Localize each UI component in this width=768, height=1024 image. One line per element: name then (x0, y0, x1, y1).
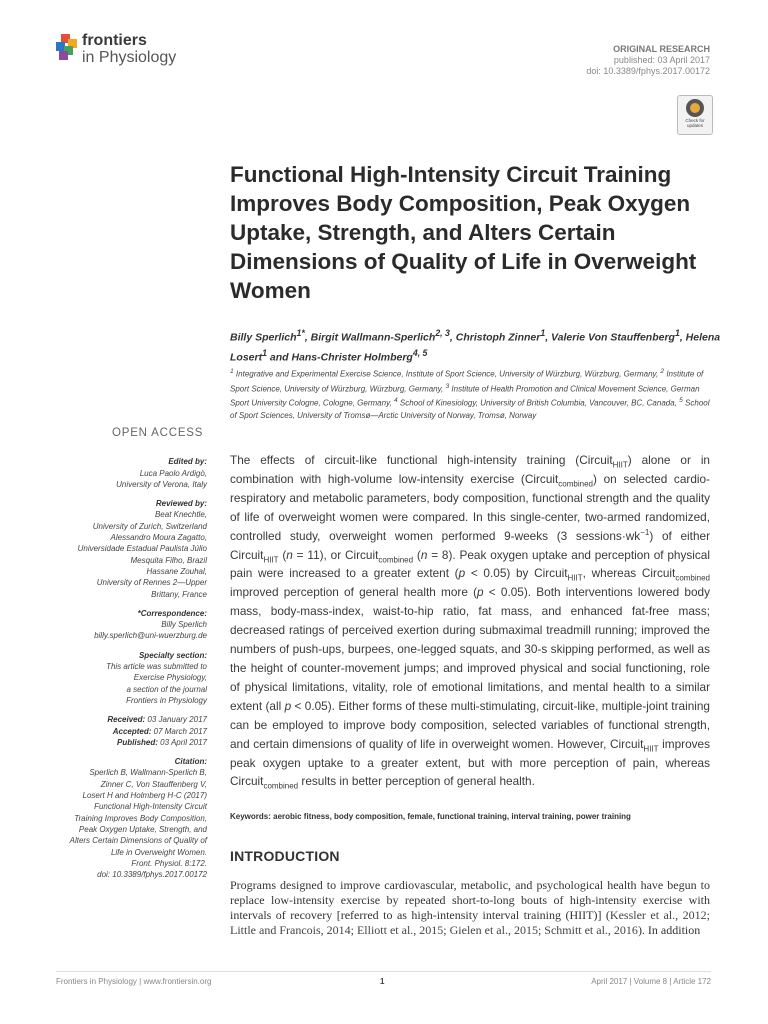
abstract-text: ) of either Circuit (230, 528, 710, 562)
correspondence-label: *Correspondence: (137, 608, 207, 618)
journal-logo (56, 32, 176, 66)
author-sup: 1 (540, 328, 546, 338)
abstract-italic: p (284, 698, 292, 713)
abstract-sub: combined (558, 479, 593, 489)
reviewer-name: Beat Knechtle, (154, 510, 207, 520)
abstract-text: improved perception of general health more ( (230, 585, 478, 600)
published-date: published: 03 April 2017 (613, 55, 710, 65)
specialty-line: Exercise Physiology, (133, 673, 207, 683)
specialty-line: Frontiers in Physiology (126, 695, 207, 705)
edited-by-label: Edited by: (168, 457, 207, 467)
accepted-value: 07 March 2017 (151, 726, 207, 736)
citation-doi[interactable]: doi: 10.3389/fphys.2017.00172 (97, 870, 207, 880)
badge-label-1: Check for (685, 118, 705, 123)
author-list (230, 326, 730, 365)
frontiers-logo-icon (56, 34, 78, 60)
editor-affiliation: University of Verona, Italy (116, 479, 207, 489)
citation-line: Life in Overweight Women. (110, 847, 207, 857)
check-for-updates-icon (686, 99, 704, 117)
published-value: 03 April 2017 (157, 737, 207, 747)
abstract-text: , whereas Circuit (582, 566, 676, 581)
abstract-sub: HIIT (643, 743, 659, 753)
published-date-sidebar (56, 737, 207, 748)
affil-text: Integrative and Experimental Exercise Science, Institute of Sport Science, University of Würzburg, Würzburg, Germany, (233, 369, 661, 379)
abstract-sup: −1 (640, 527, 650, 537)
reviewer-affiliation: University of Zurich, Switzerland (92, 521, 207, 531)
abstract-sub: combined (675, 573, 710, 583)
affil-sup: 5 (679, 397, 683, 405)
footer-journal[interactable]: Frontiers in Physiology | www.frontiersin.org (56, 977, 212, 986)
abstract-italic: p (477, 585, 484, 600)
abstract-text: = 11), or Circuit (292, 547, 379, 562)
reviewer-name: Alessandro Moura Zagatto, (110, 533, 207, 543)
affil-sup: 3 (445, 382, 450, 390)
author-sup: 4, 5 (412, 347, 428, 358)
specialty-line: This article was submitted to (106, 662, 207, 672)
citation-line: Sperlich B, Wallmann-Sperlich B, (89, 768, 207, 778)
received-label: Received: (107, 715, 146, 725)
author-sup: 2, 3 (435, 328, 450, 338)
reviewed-by-label: Reviewed by: (155, 499, 207, 509)
author-name[interactable]: Billy Sperlich (230, 331, 297, 344)
correspondence-name: Billy Sperlich (161, 620, 207, 630)
reviewer-affiliation: Mesquita Filho, Brazil (130, 555, 207, 565)
specialty-section-label: Specialty section: (138, 650, 207, 660)
author-name[interactable]: , Birgit Wallmann-Sperlich (304, 331, 436, 344)
accepted-date (56, 726, 207, 737)
published-label: Published: (117, 737, 158, 747)
affil-sup: 2 (660, 368, 665, 375)
intro-references[interactable]: Kessler et al., 2012; Little and Francois, 2014; Elliott et al., 2015; Gielen et al., 2015; Schmitt et al., 2016 (230, 908, 710, 937)
abstract-text: < 0.05). Both interventions lowered body mass, body-mass-index, waist-to-hip ratio, fat mass, and enhanced fat-free mass; decreased ratings of perceived exertion during submaximal treadmill running; improved the numbers of push-ups, burpees, one-legged squats, and 30-s skipping performed, as well as the height of counter-movement jumps; and improved physical and social functioning, role of physical limitations, vitality, role of emotional limitations, and mental health to a similar extent (all (230, 585, 710, 713)
abstract-text: ( (413, 547, 421, 562)
reviewer-affiliation: University of Rennes 2—Upper (96, 578, 207, 588)
badge-label-2: updates (686, 123, 703, 128)
article-type: ORIGINAL RESEARCH (613, 44, 710, 54)
page-footer (56, 971, 711, 986)
intro-text: ). In addition (637, 923, 701, 937)
abstract-text: ) alone or in combination with high-volume low-intensity exercise (Circuit (230, 453, 710, 486)
journal-name-line1: frontiers (82, 32, 147, 49)
article-meta (586, 44, 710, 77)
abstract-text: The effects of circuit-like functional high-intensity training (Circuit (230, 453, 613, 467)
author-sup: 1 (674, 328, 680, 338)
article-sidebar (56, 428, 207, 880)
affil-text: Institute of Health Promotion and Clinical Movement Science, German Sport University Cologne, Cologne, Germany, (230, 384, 700, 408)
page-number: 1 (380, 977, 385, 986)
citation-line: Losert H and Holmberg H-C (2017) (82, 791, 207, 801)
intro-text: Programs designed to improve cardiovascular, metabolic, and psychological health have begun to replace low-intensity exercise by repeated short-to-long bouts of high-intensity exercise with intervals of recovery [referred to as high-intensity interval training (HIIT)] ( (230, 878, 710, 922)
abstract-sub: HIIT (263, 554, 279, 564)
abstract-text: < 0.05). Either forms of these multi-stimulating, circuit-like, multiple-joint training can be employed to improve body composition, selected variables of functional strength, and certain dimensions of quality of life in overweight women. However, Circuit (230, 698, 710, 751)
affil-text: Institute of Sport Science, University of Würzburg, Würzburg, Germany, (230, 369, 704, 394)
citation-line: Alters Certain Dimensions of Quality of (69, 836, 207, 846)
affil-text: School of Sport Sciences, University of Tromsø—Arctic University of Norway, Tromsø, Norway (230, 398, 710, 420)
affil-text: School of Kinesiology, University of British Columbia, Vancouver, BC, Canada, (397, 398, 680, 408)
abstract-italic: n (286, 547, 293, 562)
affil-sup: 1 (230, 368, 234, 375)
check-for-updates-badge[interactable] (677, 95, 713, 135)
reviewer-name: Hassane Zouhal, (146, 566, 207, 576)
abstract-sub: combined (263, 781, 299, 791)
introduction-paragraph (230, 878, 710, 938)
keywords: Keywords: aerobic fitness, body composition, female, functional training, interval training, power training (230, 812, 631, 821)
author-sup: 1 (262, 347, 267, 358)
abstract-text: < 0.05) by Circuit (465, 566, 568, 581)
affil-sup: 4 (393, 397, 398, 405)
abstract-sub: HIIT (567, 573, 583, 583)
abstract (230, 451, 710, 791)
specialty-line: a section of the journal (126, 684, 207, 694)
abstract-text: ) on selected cardio-respiratory and metabolic parameters, body composition, functional strength and the quality of life of overweight women were compared. In this single-center, two-armed randomized, controlled study, overweight women performed 9-weeks (3 sessions·wk (230, 471, 710, 543)
citation-line: Peak Oxygen Uptake, Strength, and (78, 824, 207, 834)
citation-line: Functional High-Intensity Circuit (94, 802, 207, 812)
section-heading-introduction: INTRODUCTION (230, 848, 340, 864)
editor-name: Luca Paolo Ardigò, (139, 468, 207, 478)
doi[interactable]: doi: 10.3389/fphys.2017.00172 (586, 66, 710, 76)
abstract-text: improves peak oxygen uptake to a greater extent, but with more perception of pain, whereas Circuit (230, 736, 710, 789)
abstract-sub: combined (378, 554, 414, 564)
abstract-text: = 8). Peak oxygen uptake and perception of physical pain were increased to a greater extent ( (230, 547, 710, 581)
author-name[interactable]: , Valerie Von Stauffenberg (545, 331, 675, 344)
received-value: 03 January 2017 (145, 715, 207, 725)
abstract-italic: n (420, 547, 428, 562)
citation-line: Front. Physiol. 8:172. (131, 858, 207, 868)
footer-issue: April 2017 | Volume 8 | Article 172 (591, 977, 711, 986)
journal-name-line2: in Physiology (82, 49, 177, 66)
citation-line: Training Improves Body Composition, (74, 813, 207, 823)
abstract-text: results in better perception of general health. (298, 774, 535, 789)
abstract-sub: HIIT (612, 460, 628, 470)
author-name[interactable]: , Helena Losert (230, 331, 721, 363)
reviewer-affiliation: Brittany, France (151, 589, 207, 599)
author-name[interactable]: , Christoph Zinner (449, 331, 541, 344)
citation-label: Citation: (174, 757, 207, 767)
article-title: Functional High-Intensity Circuit Training Improves Body Composition, Peak Oxygen Uptake, Strength, and Alters Certain Dimensions of Quality of Life in Overweight Women (230, 162, 697, 303)
affiliations (230, 366, 710, 422)
correspondence-email[interactable]: billy.sperlich@uni-wuerzburg.de (94, 631, 207, 641)
citation-line: Zinner C, Von Stauffenberg V, (100, 779, 207, 789)
abstract-italic: p (458, 566, 466, 581)
abstract-text: ( (278, 547, 287, 562)
received-date (56, 714, 207, 725)
author-name[interactable]: and Hans-Christer Holmberg (266, 351, 413, 363)
author-sup: 1* (296, 328, 305, 338)
open-access-label: OPEN ACCESS (112, 427, 204, 439)
reviewer-affiliation: Universidade Estadual Paulista Júlio (77, 544, 207, 554)
accepted-label: Accepted: (112, 726, 152, 736)
